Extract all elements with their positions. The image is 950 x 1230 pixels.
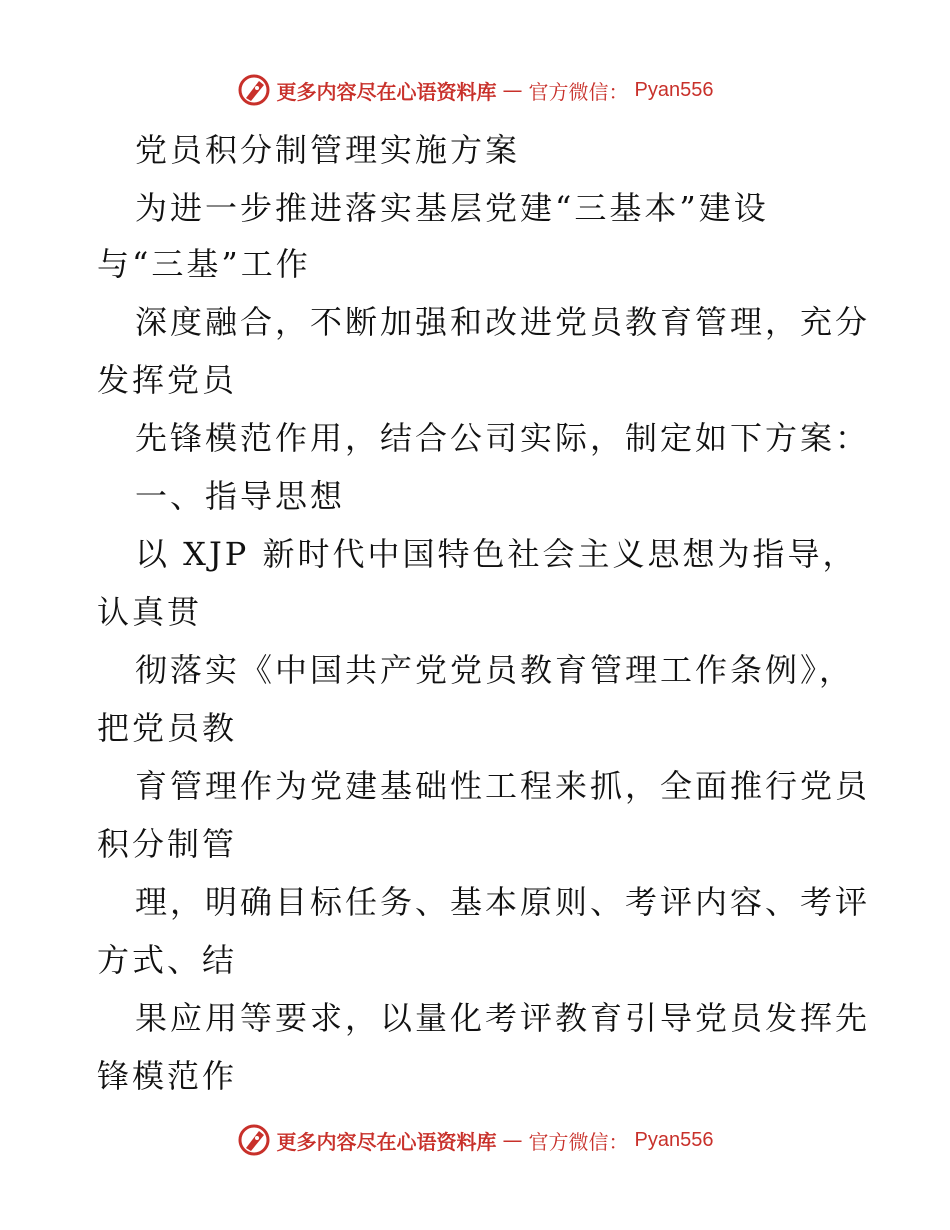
text-line: 为进一步推进落实基层党建“三基本”建设 xyxy=(135,189,769,227)
banner-wechat-id: Pyan556 xyxy=(634,78,714,101)
text-line: 认真贯 xyxy=(97,593,203,631)
text-line: 彻落实《中国共产党党员教育管理工作条例》， xyxy=(135,651,855,689)
banner-dash: — xyxy=(502,1128,523,1152)
pen-nib-circle-logo-icon xyxy=(237,73,271,107)
text-line: 锋模范作 xyxy=(97,1057,238,1095)
text-line: 把党员教 xyxy=(97,709,238,747)
banner-main-text: 更多内容尽在心语资料库 xyxy=(276,79,497,104)
text-line: 积分制管 xyxy=(97,825,238,863)
text-line: 方式、结 xyxy=(97,941,238,979)
header-banner xyxy=(0,72,950,108)
text-line: 以 XJP 新时代中国特色社会主义思想为指导， xyxy=(135,535,858,573)
banner-dash: — xyxy=(502,78,523,102)
banner-wechat-label: 官方微信： xyxy=(528,79,629,104)
section-heading: 一、指导思想 xyxy=(135,477,346,515)
pen-nib-circle-logo-icon xyxy=(237,1123,271,1157)
document-title: 党员积分制管理实施方案 xyxy=(135,131,521,169)
text-line: 与“三基”工作 xyxy=(97,245,311,283)
text-line: 发挥党员 xyxy=(97,361,238,399)
text-line: 先锋模范作用，结合公司实际，制定如下方案： xyxy=(135,419,871,457)
banner-wechat-id: Pyan556 xyxy=(634,1128,714,1151)
footer-banner xyxy=(0,1122,950,1158)
text-line: 果应用等要求，以量化考评教育引导党员发挥先 xyxy=(135,999,871,1037)
text-line: 理，明确目标任务、基本原则、考评内容、考评 xyxy=(135,883,871,921)
text-line: 深度融合，不断加强和改进党员教育管理，充分 xyxy=(135,303,871,341)
banner-wechat-label: 官方微信： xyxy=(528,1129,629,1154)
text-line: 育管理作为党建基础性工程来抓，全面推行党员 xyxy=(135,767,871,805)
banner-main-text: 更多内容尽在心语资料库 xyxy=(276,1129,497,1154)
